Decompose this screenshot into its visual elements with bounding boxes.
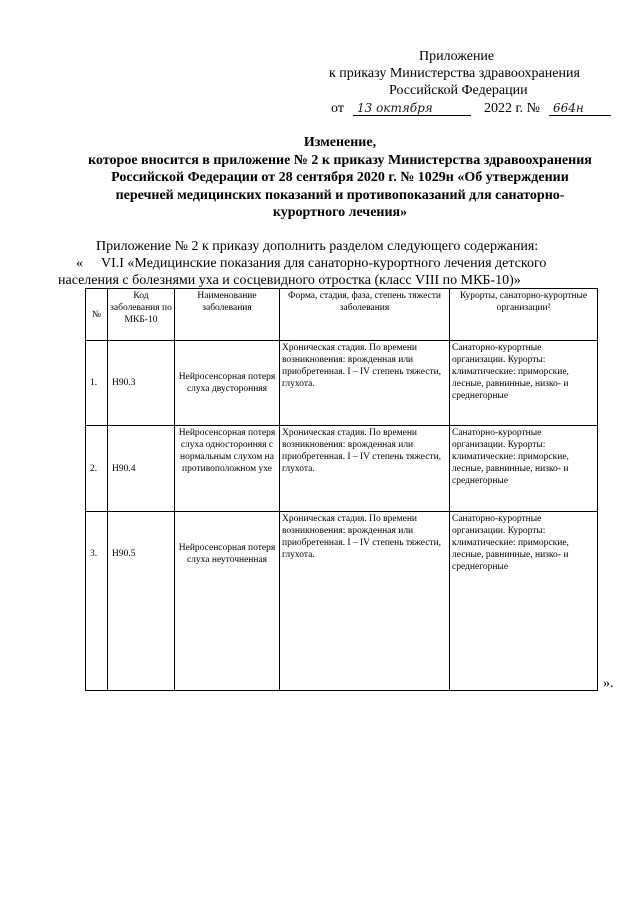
row-code: H90.5 [108, 512, 175, 691]
row-resorts: Санаторно-курортные организации. Курорты: климатические: приморские, лесные, равнинные, низко- и среднегорные [450, 512, 598, 691]
row-name: Нейросенсорная потеря слуха односторонняя с нормальным слухом на противоположном ухе [175, 426, 280, 512]
number-handwritten: 664н [553, 101, 584, 115]
row-form: Хроническая стадия. По времени возникновения: врожденная или приобретенная. I – IV степень тяжести, глухота. [280, 512, 450, 691]
date-prefix: от [331, 101, 344, 116]
header-resorts: Курорты, санаторно-курортные организации² [450, 289, 598, 341]
header-num: № [86, 289, 108, 341]
intro-line-3: населения с болезнями уха и сосцевидного отростка (класс VIII по МКБ-10)» [58, 273, 521, 288]
table-row [86, 341, 598, 426]
row-num: 3. [86, 512, 108, 691]
row-code: H90.3 [108, 341, 175, 426]
row-form: Хроническая стадия. По времени возникновения: врожденная или приобретенная. I – IV степень тяжести, глухота. [280, 341, 450, 426]
row-resorts: Санаторно-курортные организации. Курорты: климатические: приморские, лесные, равнинные, низко- и среднегорные [450, 341, 598, 426]
header-line-2: к приказу Министерства здравоохранения [329, 66, 580, 81]
year-text: 2022 г. № [484, 101, 541, 116]
row-num: 2. [86, 426, 108, 512]
row-name: Нейросенсорная потеря слуха двусторонняя [175, 341, 280, 426]
title-line-4: перечней медицинских показаний и противопоказаний для санаторно- [115, 188, 565, 203]
table-header-row [86, 289, 598, 341]
date-handwritten: 13 октября [357, 101, 433, 115]
header-name: Наименование заболевания [175, 289, 280, 341]
table-row [86, 512, 598, 691]
header-line-3: Российской Федерации [389, 83, 528, 98]
header-date-line [331, 100, 611, 118]
header-code: Код заболевания по МКБ-10 [108, 289, 175, 341]
title-line-1: Изменение, [303, 135, 377, 150]
row-name: Нейросенсорная потеря слуха неуточненная [175, 512, 280, 691]
row-form: Хроническая стадия. По времени возникновения: врожденная или приобретенная. I – IV степень тяжести, глухота. [280, 426, 450, 512]
title-line-3: Российской Федерации от 28 сентября 2020 г. № 1029н «Об утверждении [111, 170, 569, 185]
title-line-5: курортного лечения» [272, 205, 408, 220]
intro-line-2: VI.I «Медицинские показания для санаторно-курортного лечения детского [101, 256, 547, 271]
intro-line-1: Приложение № 2 к приказу дополнить разделом следующего содержания: [96, 239, 539, 254]
row-num: 1. [86, 341, 108, 426]
closing-quote-mark: ». [603, 676, 614, 691]
intro-quote-mark: « [76, 256, 83, 271]
header-form: Форма, стадия, фаза, степень тяжести заболевания [280, 289, 450, 341]
header-line-1: Приложение [419, 49, 495, 64]
row-code: H90.4 [108, 426, 175, 512]
indications-table [85, 288, 598, 691]
title-line-2: которое вносится в приложение № 2 к приказу Министерства здравоохранения [88, 153, 592, 168]
row-resorts: Санаторно-курортные организации. Курорты: климатические: приморские, лесные, равнинные, низко- и среднегорные [450, 426, 598, 512]
table-row [86, 426, 598, 512]
